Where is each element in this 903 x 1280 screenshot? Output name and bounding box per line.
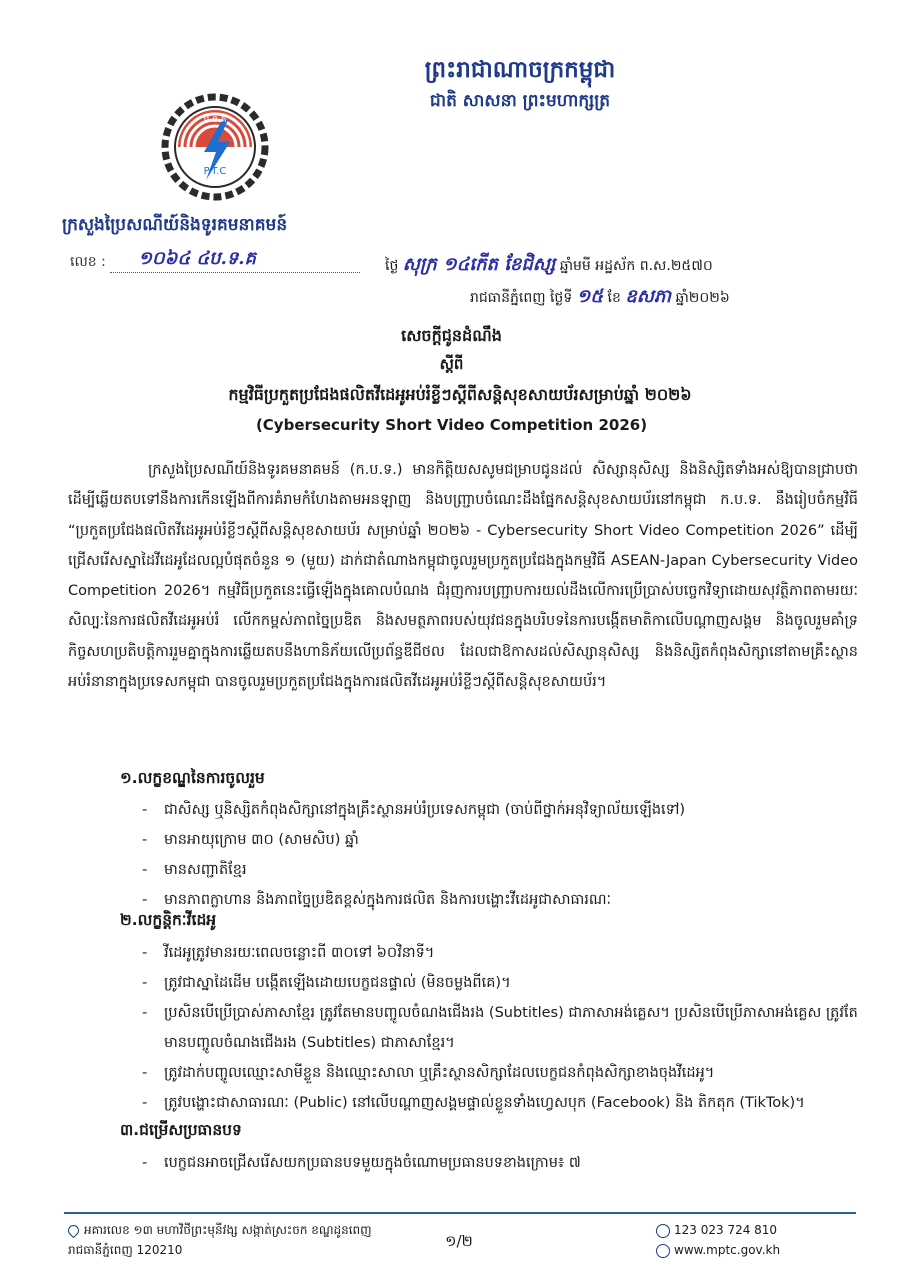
logo-text-bottom: P.T.C [203,166,227,177]
date-prefix: ថ្ងៃ [385,258,399,274]
lunar-date-line [385,252,713,279]
notice-subject-english: (Cybersecurity Short Video Competition 2026) [255,416,648,434]
conditions-list [140,795,860,915]
list-item: - ត្រូវបង្ហោះជាសាធារណៈ (Public) នៅលើបណ្តាញសង្គមផ្ទាល់ខ្លួនទាំងហ្វេសបុក (Facebook) និង តិកតុក (TikTok)។ [140,1088,860,1118]
globe-icon [656,1244,670,1258]
page-number: ១/២ [445,1232,473,1250]
solar-date-line [470,284,730,311]
year-text: ឆ្នាំ២០២៦ [675,290,730,306]
reference-label: លេខ : [70,254,106,270]
page-footer [64,1212,856,1270]
topics-list [140,1148,860,1178]
ministry-logo [160,92,270,202]
phone-icon [656,1224,670,1238]
kingdom-heading: ព្រះរាជាណាចក្រកម្ពុជា [424,56,616,83]
body-text [68,455,858,697]
list-item: - ត្រូវជាស្នាដៃដើម បង្កើតឡើងដោយបេក្ខជនផ្ទាល់ (មិនចម្លងពីគេ)។ [140,968,860,998]
address-text: អគារលេខ ១៣ មហាវិថីព្រះមុនីវង្ស សង្កាត់ស្រះចក ខណ្ឌដូនពេញ រាជធានីភ្នំពេញ 120210 [68,1223,372,1257]
month-handwritten: ឧសភា [625,286,671,307]
section-heading-video-rules: ២.លក្ខន្តិកៈវីដេអូ [120,911,217,929]
lunar-year: ឆ្នាំមមី អដ្ឋស័ក ព.ស.២៥៧០ [559,258,713,274]
notice-about: ស្តីពី [439,355,464,373]
list-item: - ត្រូវដាក់បញ្ចូលឈ្មោះសាមីខ្លួន និងឈ្មោះសាលា ឬគ្រឹះស្ថានសិក្សាដែលបេក្ខជនកំពុងសិក្សាខាងចុងវីដេអូ។ [140,1058,860,1088]
website-link[interactable]: www.mptc.gov.kh [674,1243,781,1257]
phone-text: 123 023 724 810 [674,1223,778,1237]
section-heading-conditions: ១.លក្ខខណ្ឌនៃការចូលរួម [120,769,265,787]
reference-number: ១០៦៤ ៤ប.ទ.គ [138,248,256,269]
list-item: - មានភាពក្លាហាន និងភាពច្នៃប្រឌិតខ្ពស់ក្នុងការផលិត និងការបង្ហោះវីដេអូជាសាធារណៈ [140,885,860,915]
footer-contacts [656,1220,856,1260]
list-item: - បេក្ខជនអាចជ្រើសរើសយកប្រធានបទមួយក្នុងចំណោមប្រធានបទខាងក្រោម៖ ៧ [140,1148,860,1178]
lunar-date-handwritten: សុក្រ ១៤កើត ខែជិស្ស [402,254,556,275]
reference-dotted-field [110,248,360,273]
list-item: - មានសញ្ជាតិខ្មែរ [140,855,860,885]
city-date-prefix: រាជធានីភ្នំពេញ ថ្ងៃទី [470,290,573,306]
list-item: - ប្រសិនបើប្រើប្រាស់ភាសាខ្មែរ ត្រូវតែមានបញ្ចូលចំណងជើងរង (Subtitles) ជាភាសាអង់គ្លេស។ ប្រសិនបើប្រើភាសាអង់គ្លេស ត្រូវតែមានបញ្ចូលចំណងជើងរង (Subtitles) ជាភាសាខ្មែរ។ [140,998,860,1058]
day-handwritten: ១៥ [576,286,604,307]
ministry-name: ក្រសួងប្រៃសណីយ៍និងទូរគមនាគមន៍ [62,215,288,235]
section-heading-topics: ៣.ជម្រើសប្រធានបទ [120,1121,242,1139]
logo-text-top: ប.ទ.គ [203,115,227,125]
body-paragraph: ក្រសួងប្រៃសណីយ៍និងទូរគមនាគមន៍ (ក.ប.ទ.) មានកិត្តិយសសូមជម្រាបជូនដល់ សិស្សានុសិស្ស និងនិស្សិតទាំងអស់ឱ្យបានជ្រាបថា ដើម្បីឆ្លើយតបទៅនឹងការកើនឡើងពីការគំរាមកំហែងតាមអនឡាញ និងបញ្ជ្រាបចំណេះដឹងផ្នែកសន្តិសុខសាយប័រនៅកម្ពុជា ក.ប.ទ. នឹងរៀបចំកម្មវិធី “ប្រកួតប្រជែងផលិតវីដេអូអប់រំខ្លីៗស្តីពីសន្តិសុខសាយប័រ សម្រាប់ឆ្នាំ ២០២៦ - Cybersecurity Short Video Competition 2026” ដើម្បីជ្រើសរើសស្នាដៃវីដេអូដែលល្អបំផុតចំនួន ១ (មួយ) ដាក់ជាតំណាងកម្ពុជាចូលរួមប្រកួតប្រជែងក្នុងកម្មវិធី ASEAN-Japan Cybersecurity Video Competition 2026។ កម្មវិធីប្រកួតនេះធ្វើឡើងក្នុងគោលបំណង ជំរុញការបញ្ជ្រាបការយល់ដឹងលើការប្រើប្រាស់បច្ចេកវិទ្យាដោយសុវត្ថិភាពតាមរយៈសិល្បៈនៃការផលិតវីដេអូអប់រំ លើកកម្ពស់ភាពច្នៃប្រឌិត និងសមត្ថភាពរបស់យុវជនក្នុងបរិបទនៃការបង្កើតមាតិកាលើបណ្តាញសង្គម និងចូលរួមគាំទ្រកិច្ចសហប្រតិបត្តិការរួមគ្នាក្នុងការឆ្លើយតបនឹងហានិភ័យលើប្រព័ន្ធឌីជីថល ដែលជាឱកាសដល់សិស្សានុសិស្ស និងនិស្សិតកំពុងសិក្សានៅតាមគ្រឹះស្ថានអប់រំនានាក្នុងប្រទេសកម្ពុជា បានចូលរួមប្រកួតប្រជែងក្នុងការផលិតវីដេអូអប់រំខ្លីៗស្តីពីសន្តិសុខសាយប័រ។ [68,462,858,691]
website-line [656,1240,856,1260]
location-pin-icon [66,1223,82,1239]
video-rules-list [140,938,860,1118]
notice-subject: កម្មវិធីប្រកួតប្រជែងផលិតវីដេអូអប់រំខ្លីៗស្តីពីសន្តិសុខសាយប័រសម្រាប់ឆ្នាំ ២០២៦ [228,385,692,404]
national-motto: ជាតិ សាសនា ព្រះមហាក្សត្រ [429,91,611,111]
phone-line [656,1220,856,1240]
notice-title: សេចក្តីជូនដំណឹង [401,326,502,345]
list-item: - មានអាយុក្រោម ៣០ (សាមសិប) ឆ្នាំ [140,825,860,855]
reference-line [70,248,360,273]
month-prefix: ខែ [607,290,621,306]
list-item: - វីដេអូត្រូវមានរយៈពេលចន្លោះពី ៣០ទៅ ៦០វិនាទី។ [140,938,860,968]
list-item: - ជាសិស្ស ឬនិស្សិតកំពុងសិក្សានៅក្នុងគ្រឹះស្ថានអប់រំប្រទេសកម្ពុជា (ចាប់ពីថ្នាក់អនុវិទ្យាល័យឡើងទៅ) [140,795,860,825]
footer-address [68,1220,398,1260]
